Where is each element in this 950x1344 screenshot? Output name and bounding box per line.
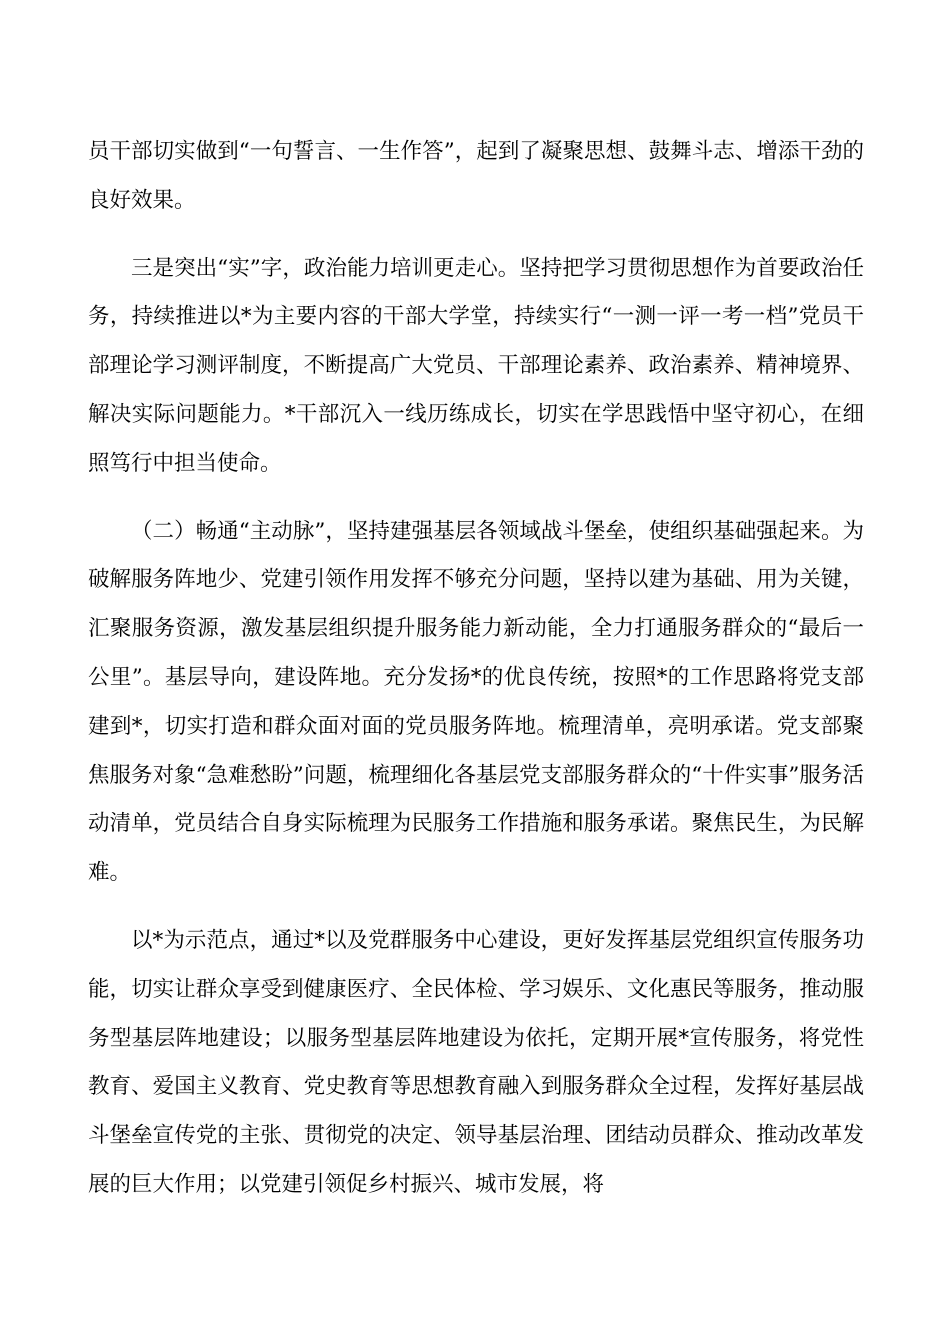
document-body	[88, 128, 864, 1210]
paragraph-political-training: 三是突出“实”字，政治能力培训更走心。坚持把学习贯彻思想作为首要政治任务，持续推进以*为主要内容的干部大学堂，持续实行“一测一评一考一档”党员干部理论学习测评制度，不断提高广大党员、干部理论素养、政治素养、精神境界、解决实际问题能力。*干部沉入一线历练成长，切实在学思践悟中坚守初心，在细照笃行中担当使命。	[88, 255, 864, 476]
paragraph-service-demonstration: 以*为示范点，通过*以及党群服务中心建设，更好发挥基层党组织宣传服务功能，切实让群众享受到健康医疗、全民体检、学习娱乐、文化惠民等服务，推动服务型基层阵地建设；以服务型基层阵地建设为依托，定期开展*宣传服务，将党性教育、爱国主义教育、党史教育等思想教育融入到服务群众全过程，发挥好基层战斗堡垒宣传党的主张、贯彻党的决定、领导基层治理、团结动员群众、推动改革发展的巨大作用；以党建引领促乡村振兴、城市发展，将	[88, 927, 864, 1197]
paragraph-grassroots-organization: （二）畅通“主动脉”，坚持建强基层各领域战斗堡垒，使组织基础强起来。为破解服务阵地少、党建引领作用发挥不够充分问题，坚持以建为基础、用为关键，汇聚服务资源，激发基层组织提升服务能力新动能，全力打通服务群众的“最后一公里”。基层导向，建设阵地。充分发扬*的优良传统，按照*的工作思路将党支部建到*，切实打造和群众面对面的党员服务阵地。梳理清单，亮明承诺。党支部聚焦服务对象“急难愁盼”问题，梳理细化各基层党支部服务群众的“十件实事”服务活动清单，党员结合自身实际梳理为民服务工作措施和服务承诺。聚焦民生，为民解难。	[88, 518, 864, 886]
paragraph-continued: 员干部切实做到“一句誓言、一生作答”，起到了凝聚思想、鼓舞斗志、增添干劲的良好效果。	[88, 139, 864, 213]
